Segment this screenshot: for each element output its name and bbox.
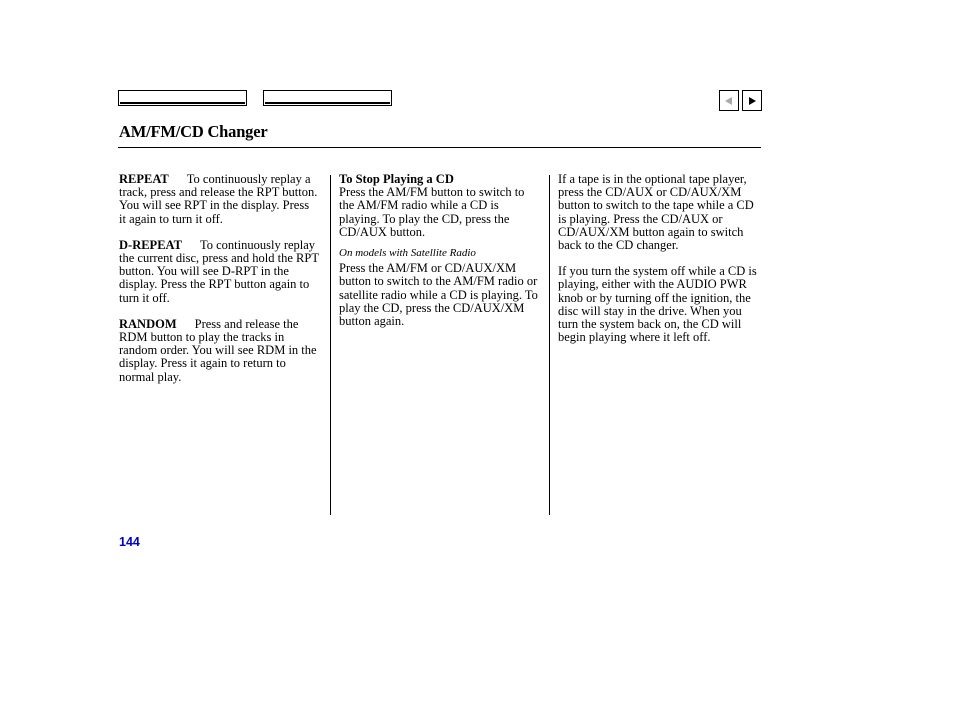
left-triangle-icon: [724, 96, 734, 106]
nav-tab-2[interactable]: [263, 90, 392, 106]
system-off-paragraph: If you turn the system off while a CD is playing, either with the AUDIO PWR knob or by turning off the ignition, the disc will stay in the drive. When you turn the system back on, the CD will begin playing where it left off.: [558, 264, 757, 345]
column-divider: [549, 175, 550, 515]
text-column-1: [119, 173, 319, 397]
page-number: 144: [119, 535, 140, 549]
page-title: AM/FM/CD Changer: [119, 122, 268, 141]
stop-cd-heading: To Stop Playing a CD: [339, 172, 454, 186]
drepeat-term: D-REPEAT: [119, 237, 182, 252]
text-column-2: [339, 173, 541, 341]
repeat-description: To continuously replay a track, press and release the RPT button. You will see RPT in the display. Press it again to turn it off.: [119, 172, 318, 226]
right-triangle-icon: [747, 96, 757, 106]
satellite-paragraph: Press the AM/FM or CD/AUX/XM button to switch to the AM/FM radio or satellite radio while a CD is playing. To play the CD, press the CD/AUX/XM button again.: [339, 261, 538, 329]
stop-cd-description: Press the AM/FM button to switch to the AM/FM radio while a CD is playing. To play the CD, press the CD/AUX button.: [339, 185, 525, 239]
repeat-paragraph: [119, 173, 319, 226]
previous-page-button[interactable]: [719, 90, 739, 111]
random-paragraph: [119, 318, 319, 384]
random-description: Press and release the RDM button to play the tracks in random order. You will see RDM in the display. Press it again to return to normal play.: [119, 316, 317, 384]
random-term: RANDOM: [119, 316, 177, 331]
next-page-button[interactable]: [742, 90, 762, 111]
satellite-note: On models with Satellite Radio: [339, 247, 476, 260]
column-divider: [330, 175, 331, 515]
text-column-3: [558, 173, 764, 357]
repeat-term: REPEAT: [119, 172, 169, 186]
tape-paragraph: If a tape is in the optional tape player, press the CD/AUX or CD/AUX/XM button to switch to the tape while a CD is playing. Press the CD/AUX or CD/AUX/XM button again to switch back to the CD changer.: [558, 172, 754, 253]
title-divider: [118, 147, 761, 148]
nav-tab-1[interactable]: [118, 90, 247, 106]
drepeat-paragraph: [119, 239, 319, 305]
drepeat-description: To continuously replay the current disc, press and hold the RPT button. You will see D-RPT in the display. Press the RPT button again to turn it off.: [119, 237, 319, 305]
stop-cd-paragraph: [339, 173, 541, 239]
